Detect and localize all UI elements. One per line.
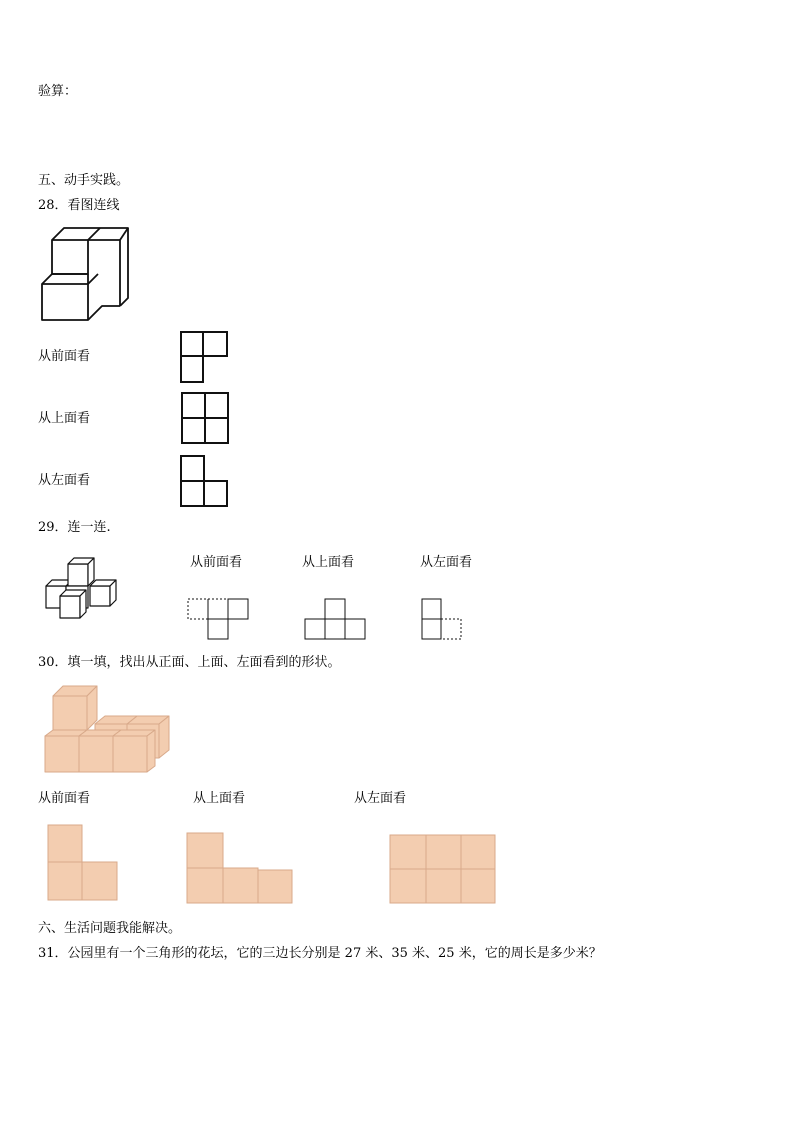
q31-text: 31．公园里有一个三角形的花坛，它的三边长分别是 27 米、35 米、25 米，它的周长是多少米？ [38, 946, 602, 961]
q28-shape-front [180, 331, 228, 383]
q28-label-left: 从左面看 [38, 473, 91, 488]
q28-cube-figure [40, 226, 130, 322]
q29-title: 29．连一连. [38, 520, 111, 535]
section-6-heading: 六、生活问题我能解决。 [38, 921, 182, 936]
q28-shape-top [181, 392, 229, 444]
q30-shape-1 [47, 824, 119, 902]
q29-label-top: 从上面看 [302, 555, 355, 570]
section-5-heading: 五、动手实践。 [38, 173, 130, 188]
q28-shape-left [180, 455, 228, 507]
q29-cube-figure [44, 556, 124, 620]
q30-label-top: 从上面看 [193, 791, 246, 806]
q29-shape-1 [187, 598, 251, 640]
q30-label-left: 从左面看 [354, 791, 407, 806]
q30-cube-figure [43, 684, 171, 776]
q29-shape-2 [304, 598, 368, 640]
q28-title: 28．看图连线 [38, 198, 120, 213]
q29-label-front: 从前面看 [190, 555, 243, 570]
q29-label-left: 从左面看 [420, 555, 473, 570]
q29-shape-3 [421, 598, 465, 640]
q28-label-top: 从上面看 [38, 411, 91, 426]
q30-shape-2 [186, 832, 294, 904]
q30-shape-3 [389, 834, 497, 904]
q30-label-front: 从前面看 [38, 791, 91, 806]
q28-label-front: 从前面看 [38, 349, 91, 364]
q30-title: 30．填一填，找出从正面、上面、左面看到的形状。 [38, 655, 341, 670]
verify-label: 验算： [38, 84, 78, 99]
